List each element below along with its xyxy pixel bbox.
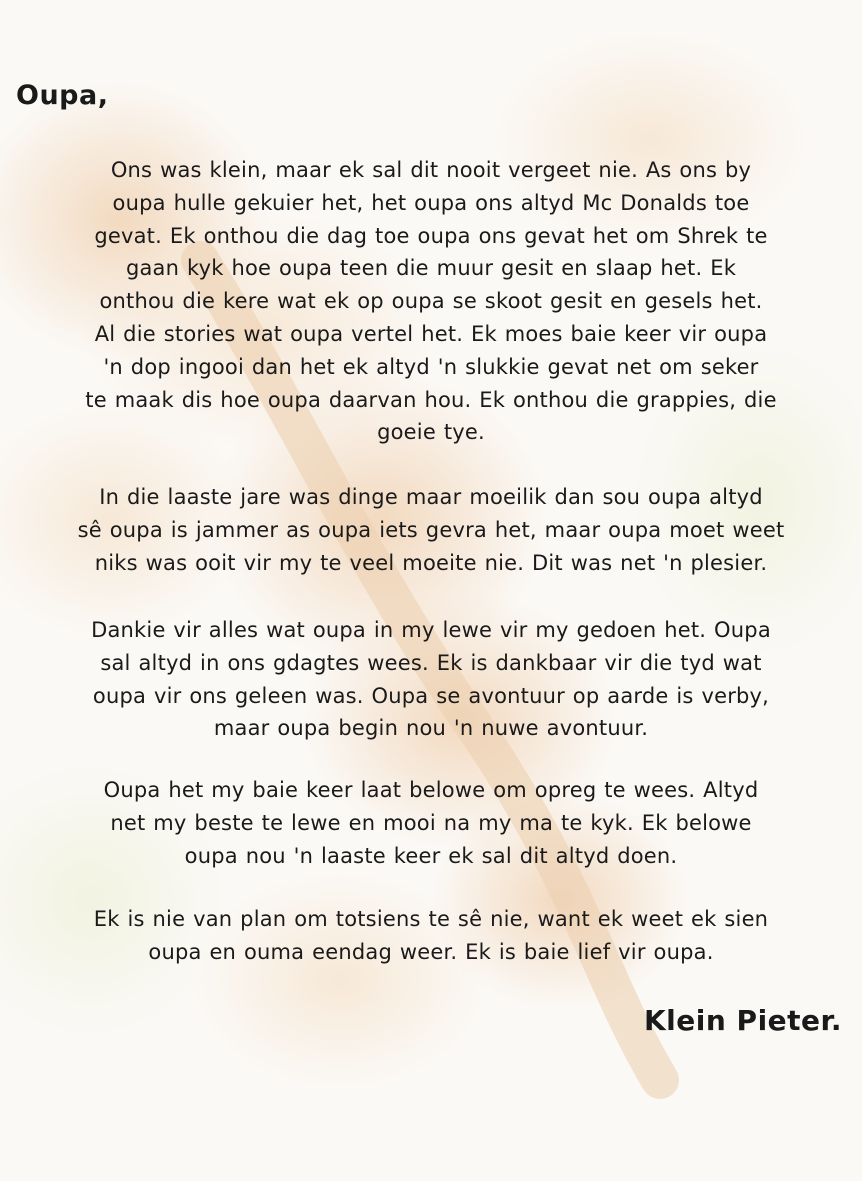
text-line: goeie tye. xyxy=(377,420,485,445)
text-line: net my beste te lewe en mooi na my ma te kyk. Ek belowe xyxy=(110,810,752,835)
text-line: In die laaste jare was dinge maar moeilik dan sou oupa altyd xyxy=(99,485,763,509)
text-line: Ek is nie van plan om totsiens te sê nie, want ek weet ek sien xyxy=(93,907,769,931)
text-line: Ons was klein, maar ek sal dit nooit vergeet nie. As ons by xyxy=(110,158,752,182)
text-line: Oupa het my baie keer laat belowe om opreg te wees. Altyd xyxy=(103,778,759,802)
text-line: te maak dis hoe oupa daarvan hou. Ek onthou die grappies, die xyxy=(85,387,777,412)
letter-paragraph-1 xyxy=(10,154,852,449)
letter-paragraph-2 xyxy=(10,481,852,579)
text-line: Dankie vir alles wat oupa in my lewe vir my gedoen het. Oupa xyxy=(91,618,771,642)
letter-paragraph-4 xyxy=(10,774,852,872)
text-line: 'n dop ingooi dan het ek altyd 'n slukkie gevat net om seker xyxy=(103,354,759,379)
text-line: gevat. Ek onthou die dag toe oupa ons gevat het om Shrek te xyxy=(94,223,768,248)
text-line: niks was ooit vir my te veel moeite nie. Dit was net 'n plesier. xyxy=(94,550,768,575)
letter-signature: Klein Pieter. xyxy=(643,1004,842,1037)
text-line: oupa hulle gekuier het, het oupa ons altyd Mc Donalds toe xyxy=(112,190,750,215)
text-line: sal altyd in ons gdagtes wees. Ek is dankbaar vir die tyd wat xyxy=(100,650,762,675)
letter-salutation: Oupa, xyxy=(16,80,109,111)
text-line: gaan kyk hoe oupa teen die muur gesit en slaap het. Ek xyxy=(125,256,737,281)
letter-paragraph-5 xyxy=(10,903,852,969)
text-line: maar oupa begin nou 'n nuwe avontuur. xyxy=(213,716,649,741)
text-line: onthou die kere wat ek op oupa se skoot gesit en gesels het. xyxy=(99,289,763,314)
text-line: oupa en ouma eendag weer. Ek is baie lief vir oupa. xyxy=(148,939,714,964)
text-line: oupa nou 'n laaste keer ek sal dit altyd doen. xyxy=(184,843,678,868)
letter-paragraph-3 xyxy=(10,614,852,745)
text-line: Al die stories wat oupa vertel het. Ek moes baie keer vir oupa xyxy=(94,321,768,346)
text-line: sê oupa is jammer as oupa iets gevra het, maar oupa moet weet xyxy=(77,517,785,542)
text-line: oupa vir ons geleen was. Oupa se avontuur op aarde is verby, xyxy=(92,683,770,708)
